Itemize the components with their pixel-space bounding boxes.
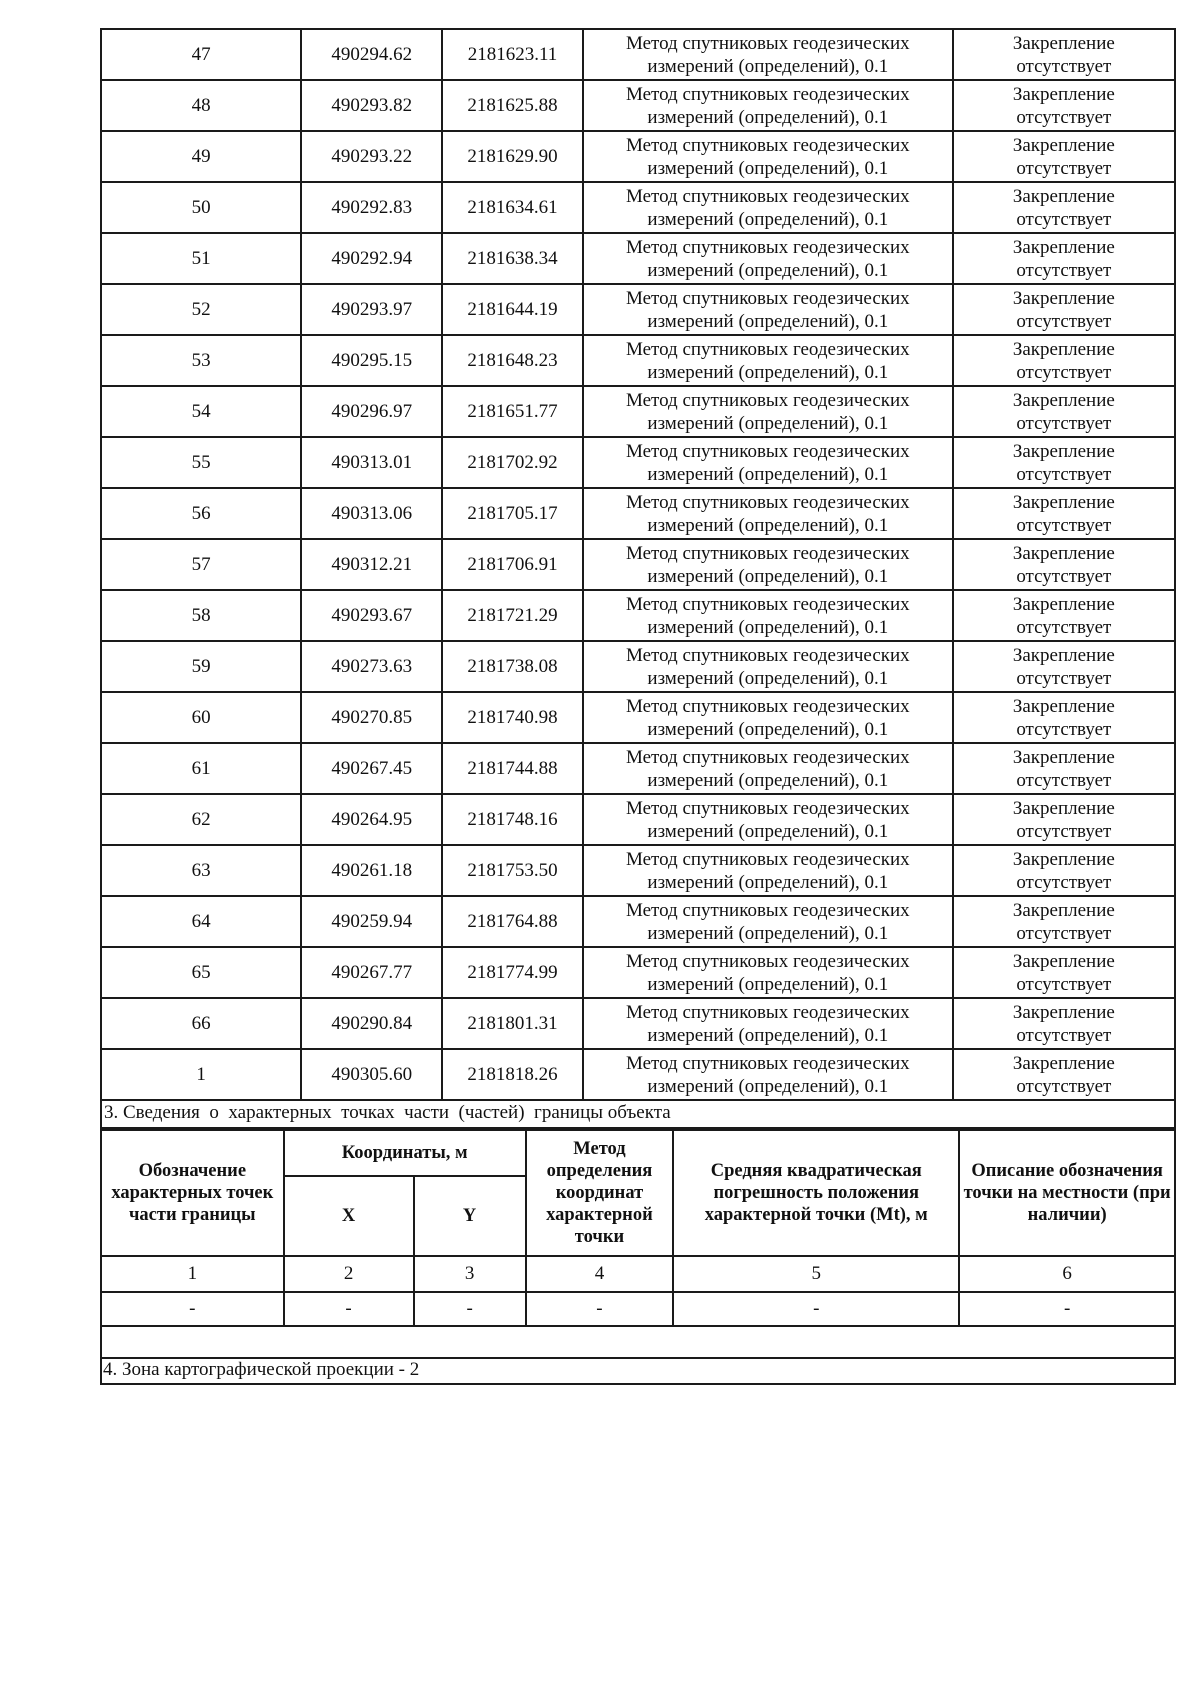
document-sheet — [100, 28, 1176, 1385]
method-cell-line: Метод спутниковых геодезических — [625, 950, 910, 972]
description-cell-line: Закрепление — [1012, 491, 1115, 513]
point-number: 59 — [101, 641, 301, 692]
coord-x: 490270.85 — [301, 692, 442, 743]
method-cell-line: Метод спутниковых геодезических — [625, 287, 910, 309]
point-number: 57 — [101, 539, 301, 590]
coord-y: 2181705.17 — [442, 488, 583, 539]
description-cell — [953, 131, 1175, 182]
description-cell — [953, 743, 1175, 794]
table-cell: - — [959, 1292, 1175, 1326]
table-cell: - — [673, 1292, 959, 1326]
description-cell-line: отсутствует — [1016, 1075, 1112, 1097]
method-cell-line: Метод спутниковых геодезических — [625, 236, 910, 258]
method-cell-line: Метод спутниковых геодезических — [625, 338, 910, 360]
method-cell-line: Метод спутниковых геодезических — [625, 1052, 910, 1074]
description-cell-line: Закрепление — [1012, 1001, 1115, 1023]
point-number: 51 — [101, 233, 301, 284]
description-cell-line: отсутствует — [1016, 310, 1112, 332]
coord-x: 490259.94 — [301, 896, 442, 947]
coord-y: 2181774.99 — [442, 947, 583, 998]
part-points-data-row — [101, 1292, 1175, 1326]
coord-x: 490273.63 — [301, 641, 442, 692]
table-row — [101, 794, 1175, 845]
header-x: X — [284, 1176, 414, 1256]
table-row — [101, 947, 1175, 998]
column-number: 2 — [284, 1256, 414, 1292]
description-cell-line: Закрепление — [1012, 389, 1115, 411]
coord-x: 490305.60 — [301, 1049, 442, 1100]
method-cell-line: измерений (определений), 0.1 — [647, 514, 889, 536]
point-number: 65 — [101, 947, 301, 998]
table-cell: - — [526, 1292, 673, 1326]
description-cell — [953, 896, 1175, 947]
description-cell-line: отсутствует — [1016, 922, 1112, 944]
method-cell — [583, 947, 953, 998]
coord-x: 490313.01 — [301, 437, 442, 488]
description-cell — [953, 641, 1175, 692]
header-coordinates: Координаты, м — [284, 1130, 526, 1176]
column-numbers-row — [101, 1256, 1175, 1292]
method-cell-line: измерений (определений), 0.1 — [647, 157, 889, 179]
coord-x: 490293.97 — [301, 284, 442, 335]
table-row — [101, 743, 1175, 794]
description-cell-line: Закрепление — [1012, 542, 1115, 564]
method-cell-line: измерений (определений), 0.1 — [647, 310, 889, 332]
boundary-points-body — [101, 29, 1175, 1100]
description-cell — [953, 845, 1175, 896]
coord-x: 490290.84 — [301, 998, 442, 1049]
method-cell-line: Метод спутниковых геодезических — [625, 440, 910, 462]
description-cell-line: отсутствует — [1016, 820, 1112, 842]
method-cell — [583, 794, 953, 845]
coord-x: 490292.94 — [301, 233, 442, 284]
method-cell — [583, 80, 953, 131]
header-accuracy: Средняя квадратическая погрешность положения характерной точки (Mt), м — [673, 1130, 959, 1256]
column-number: 1 — [101, 1256, 284, 1292]
method-cell — [583, 641, 953, 692]
table-cell: - — [414, 1292, 526, 1326]
description-cell-line: Закрепление — [1012, 185, 1115, 207]
method-cell-line: Метод спутниковых геодезических — [625, 134, 910, 156]
column-number: 5 — [673, 1256, 959, 1292]
description-cell — [953, 1049, 1175, 1100]
description-cell-line: Закрепление — [1012, 593, 1115, 615]
point-number: 48 — [101, 80, 301, 131]
boundary-points-table — [100, 28, 1176, 1101]
description-cell-line: Закрепление — [1012, 950, 1115, 972]
description-cell — [953, 998, 1175, 1049]
method-cell-line: Метод спутниковых геодезических — [625, 899, 910, 921]
description-cell-line: отсутствует — [1016, 208, 1112, 230]
coord-x: 490292.83 — [301, 182, 442, 233]
point-number: 1 — [101, 1049, 301, 1100]
method-cell-line: измерений (определений), 0.1 — [647, 871, 889, 893]
point-number: 54 — [101, 386, 301, 437]
coord-y: 2181721.29 — [442, 590, 583, 641]
method-cell — [583, 437, 953, 488]
description-cell-line: отсутствует — [1016, 667, 1112, 689]
header-method: Метод определения координат характерной точки — [526, 1130, 673, 1256]
table-cell: - — [101, 1292, 284, 1326]
coord-y: 2181744.88 — [442, 743, 583, 794]
point-number: 62 — [101, 794, 301, 845]
coord-y: 2181648.23 — [442, 335, 583, 386]
point-number: 56 — [101, 488, 301, 539]
method-cell-line: измерений (определений), 0.1 — [647, 361, 889, 383]
description-cell-line: Закрепление — [1012, 1052, 1115, 1074]
description-cell-line: Закрепление — [1012, 644, 1115, 666]
table-row — [101, 437, 1175, 488]
description-cell-line: Закрепление — [1012, 440, 1115, 462]
method-cell-line: измерений (определений), 0.1 — [647, 259, 889, 281]
header-description: Описание обозначения точки на местности (при наличии) — [959, 1130, 1175, 1256]
point-number: 58 — [101, 590, 301, 641]
description-cell — [953, 80, 1175, 131]
header-designation: Обозначение характерных точек части границы — [101, 1130, 284, 1256]
method-cell-line: измерений (определений), 0.1 — [647, 922, 889, 944]
coord-y: 2181629.90 — [442, 131, 583, 182]
method-cell-line: измерений (определений), 0.1 — [647, 565, 889, 587]
method-cell-line: измерений (определений), 0.1 — [647, 616, 889, 638]
coord-y: 2181623.11 — [442, 29, 583, 80]
description-cell-line: отсутствует — [1016, 769, 1112, 791]
method-cell-line: измерений (определений), 0.1 — [647, 412, 889, 434]
description-cell-line: Закрепление — [1012, 236, 1115, 258]
column-number: 3 — [414, 1256, 526, 1292]
method-cell — [583, 539, 953, 590]
coord-y: 2181638.34 — [442, 233, 583, 284]
coord-y: 2181801.31 — [442, 998, 583, 1049]
point-number: 55 — [101, 437, 301, 488]
point-number: 52 — [101, 284, 301, 335]
method-cell-line: измерений (определений), 0.1 — [647, 667, 889, 689]
method-cell-line: Метод спутниковых геодезических — [625, 593, 910, 615]
description-cell — [953, 947, 1175, 998]
coord-y: 2181634.61 — [442, 182, 583, 233]
point-number: 60 — [101, 692, 301, 743]
method-cell — [583, 845, 953, 896]
coord-y: 2181740.98 — [442, 692, 583, 743]
point-number: 50 — [101, 182, 301, 233]
method-cell-line: Метод спутниковых геодезических — [625, 746, 910, 768]
method-cell-line: Метод спутниковых геодезических — [625, 185, 910, 207]
coord-x: 490267.45 — [301, 743, 442, 794]
method-cell-line: измерений (определений), 0.1 — [647, 1024, 889, 1046]
description-cell-line: отсутствует — [1016, 412, 1112, 434]
description-cell — [953, 590, 1175, 641]
description-cell — [953, 29, 1175, 80]
table-row — [101, 284, 1175, 335]
description-cell-line: отсутствует — [1016, 871, 1112, 893]
coord-y: 2181651.77 — [442, 386, 583, 437]
description-cell-line: отсутствует — [1016, 55, 1112, 77]
description-cell-line: Закрепление — [1012, 848, 1115, 870]
description-cell-line: отсутствует — [1016, 361, 1112, 383]
description-cell-line: отсутствует — [1016, 106, 1112, 128]
table-row — [101, 998, 1175, 1049]
point-number: 66 — [101, 998, 301, 1049]
description-cell — [953, 539, 1175, 590]
description-cell-line: отсутствует — [1016, 259, 1112, 281]
section-3-title: 3. Сведения о характерных точках части (частей) границы объекта — [100, 1101, 1176, 1129]
description-cell — [953, 284, 1175, 335]
coord-x: 490294.62 — [301, 29, 442, 80]
coord-y: 2181748.16 — [442, 794, 583, 845]
method-cell-line: измерений (определений), 0.1 — [647, 463, 889, 485]
method-cell-line: измерений (определений), 0.1 — [647, 718, 889, 740]
coord-x: 490293.67 — [301, 590, 442, 641]
method-cell-line: Метод спутниковых геодезических — [625, 848, 910, 870]
method-cell — [583, 692, 953, 743]
description-cell — [953, 335, 1175, 386]
description-cell-line: Закрепление — [1012, 83, 1115, 105]
description-cell-line: отсутствует — [1016, 463, 1112, 485]
method-cell-line: Метод спутниковых геодезических — [625, 32, 910, 54]
method-cell — [583, 590, 953, 641]
table-row — [101, 131, 1175, 182]
description-cell — [953, 692, 1175, 743]
description-cell-line: отсутствует — [1016, 718, 1112, 740]
method-cell-line: Метод спутниковых геодезических — [625, 491, 910, 513]
description-cell-line: отсутствует — [1016, 514, 1112, 536]
description-cell-line: Закрепление — [1012, 287, 1115, 309]
coord-y: 2181706.91 — [442, 539, 583, 590]
empty-cell — [101, 1326, 1175, 1358]
table-row — [101, 1049, 1175, 1100]
point-number: 61 — [101, 743, 301, 794]
method-cell-line: измерений (определений), 0.1 — [647, 55, 889, 77]
description-cell — [953, 794, 1175, 845]
method-cell-line: Метод спутниковых геодезических — [625, 83, 910, 105]
table-row — [101, 539, 1175, 590]
coord-x: 490295.15 — [301, 335, 442, 386]
coord-y: 2181625.88 — [442, 80, 583, 131]
coord-y: 2181818.26 — [442, 1049, 583, 1100]
empty-row — [101, 1326, 1175, 1358]
method-cell — [583, 131, 953, 182]
description-cell-line: Закрепление — [1012, 338, 1115, 360]
method-cell-line: измерений (определений), 0.1 — [647, 1075, 889, 1097]
method-cell-line: измерений (определений), 0.1 — [647, 973, 889, 995]
method-cell-line: Метод спутниковых геодезических — [625, 695, 910, 717]
method-cell-line: Метод спутниковых геодезических — [625, 389, 910, 411]
method-cell-line: Метод спутниковых геодезических — [625, 644, 910, 666]
method-cell-line: Метод спутниковых геодезических — [625, 1001, 910, 1023]
method-cell-line: измерений (определений), 0.1 — [647, 106, 889, 128]
coord-x: 490293.22 — [301, 131, 442, 182]
section-4-projection-zone: 4. Зона картографической проекции - 2 — [100, 1359, 1176, 1385]
coord-x: 490293.82 — [301, 80, 442, 131]
method-cell — [583, 1049, 953, 1100]
description-cell-line: Закрепление — [1012, 134, 1115, 156]
description-cell-line: отсутствует — [1016, 616, 1112, 638]
column-number: 4 — [526, 1256, 673, 1292]
description-cell-line: Закрепление — [1012, 797, 1115, 819]
point-number: 53 — [101, 335, 301, 386]
description-cell — [953, 386, 1175, 437]
coord-x: 490267.77 — [301, 947, 442, 998]
method-cell — [583, 182, 953, 233]
table-row — [101, 692, 1175, 743]
method-cell-line: измерений (определений), 0.1 — [647, 208, 889, 230]
description-cell-line: отсутствует — [1016, 973, 1112, 995]
method-cell-line: Метод спутниковых геодезических — [625, 542, 910, 564]
coord-y: 2181764.88 — [442, 896, 583, 947]
table-row — [101, 590, 1175, 641]
table-row — [101, 182, 1175, 233]
table-row — [101, 335, 1175, 386]
point-number: 49 — [101, 131, 301, 182]
coord-x: 490264.95 — [301, 794, 442, 845]
table-row — [101, 488, 1175, 539]
table-row — [101, 641, 1175, 692]
table-row — [101, 29, 1175, 80]
point-number: 63 — [101, 845, 301, 896]
table-row — [101, 80, 1175, 131]
description-cell — [953, 233, 1175, 284]
table-row — [101, 896, 1175, 947]
table-row — [101, 386, 1175, 437]
coord-y: 2181738.08 — [442, 641, 583, 692]
description-cell-line: отсутствует — [1016, 157, 1112, 179]
method-cell — [583, 488, 953, 539]
coord-x: 490313.06 — [301, 488, 442, 539]
coord-y: 2181753.50 — [442, 845, 583, 896]
description-cell — [953, 182, 1175, 233]
description-cell-line: Закрепление — [1012, 899, 1115, 921]
method-cell-line: измерений (определений), 0.1 — [647, 769, 889, 791]
coord-y: 2181702.92 — [442, 437, 583, 488]
point-number: 47 — [101, 29, 301, 80]
method-cell — [583, 386, 953, 437]
method-cell — [583, 29, 953, 80]
coord-x: 490261.18 — [301, 845, 442, 896]
coord-x: 490312.21 — [301, 539, 442, 590]
description-cell-line: Закрепление — [1012, 695, 1115, 717]
column-number: 6 — [959, 1256, 1175, 1292]
description-cell-line: отсутствует — [1016, 565, 1112, 587]
method-cell — [583, 284, 953, 335]
coord-y: 2181644.19 — [442, 284, 583, 335]
point-number: 64 — [101, 896, 301, 947]
description-cell — [953, 437, 1175, 488]
description-cell-line: Закрепление — [1012, 32, 1115, 54]
table-cell: - — [284, 1292, 414, 1326]
method-cell — [583, 743, 953, 794]
part-points-table — [100, 1129, 1176, 1359]
method-cell-line: измерений (определений), 0.1 — [647, 820, 889, 842]
method-cell — [583, 335, 953, 386]
method-cell — [583, 998, 953, 1049]
table-row — [101, 845, 1175, 896]
header-y: Y — [414, 1176, 526, 1256]
description-cell — [953, 488, 1175, 539]
description-cell-line: Закрепление — [1012, 746, 1115, 768]
method-cell — [583, 233, 953, 284]
table-row — [101, 233, 1175, 284]
description-cell-line: отсутствует — [1016, 1024, 1112, 1046]
method-cell-line: Метод спутниковых геодезических — [625, 797, 910, 819]
coord-x: 490296.97 — [301, 386, 442, 437]
method-cell — [583, 896, 953, 947]
